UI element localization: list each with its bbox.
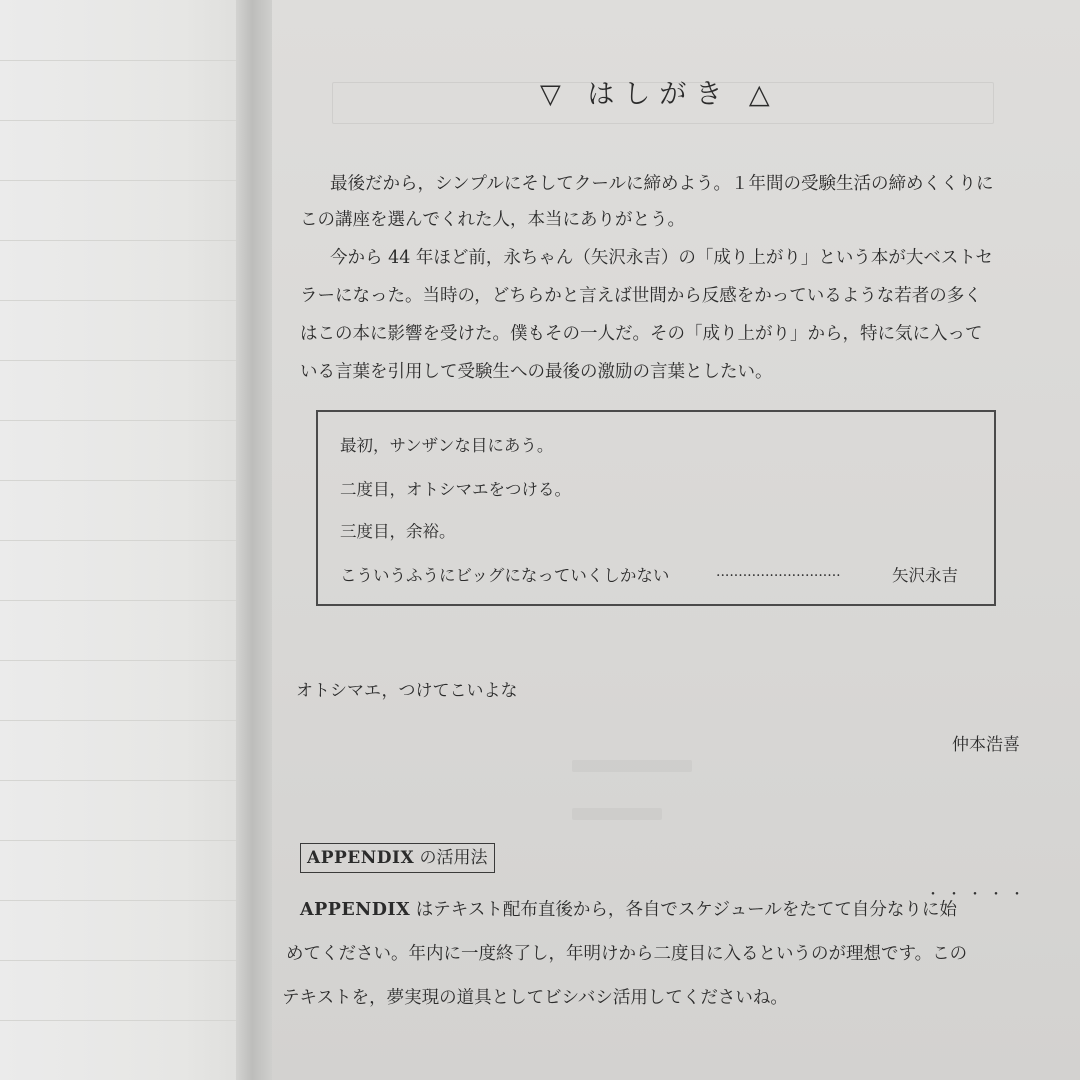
intro-line: この講座を選んでくれた人，本当にありがとう。 (300, 210, 685, 230)
left-page (0, 0, 262, 1080)
ruled-line (0, 420, 240, 421)
ruled-line (0, 480, 240, 481)
ruled-line (0, 240, 240, 241)
ruled-line (0, 720, 240, 721)
ruled-line (0, 900, 240, 901)
quote-line: 最初，サンザンな目にあう。 (340, 436, 554, 455)
intro-line: はこの本に影響を受けた。僕もその一人だ。その「成り上がり」から，特に気に入って (300, 324, 983, 344)
quote-line: 三度目，余裕。 (340, 522, 456, 541)
ruled-line (0, 180, 240, 181)
ruled-line (0, 1020, 240, 1021)
quote-line: 二度目，オトシマエをつける。 (340, 480, 571, 499)
intro-line: いる言葉を引用して受験生への最後の激励の言葉としたい。 (300, 362, 773, 382)
author-signature: 仲本浩喜 (952, 735, 1020, 755)
quote-line: こういうふうにビッグになっていくしかない (340, 566, 670, 585)
closing-line: オトシマエ，つけてこいよな (296, 681, 518, 701)
appendix-heading (300, 843, 495, 873)
emphasis-marks: ・・・・・ (926, 887, 1031, 903)
bleed-through-text (572, 760, 692, 772)
ruled-line (0, 120, 240, 121)
ruled-line (0, 60, 240, 61)
appendix-line: めてください。年内に一度終了し，年明けから二度目に入るというのが理想です。この (286, 944, 968, 964)
ruled-line (0, 360, 240, 361)
appendix-heading-keyword: APPENDIX (307, 848, 415, 868)
appendix-keyword: APPENDIX (300, 900, 411, 920)
appendix-heading-rest: の活用法 (414, 848, 488, 868)
ruled-line (0, 600, 240, 601)
intro-line: 最後だから，シンプルにそしてクールに締めよう。１年間の受験生活の締めくくりに (330, 174, 994, 194)
appendix-line-rest: はテキスト配布直後から，各自でスケジュールをたてて自分なりに始 (410, 900, 957, 920)
appendix-line (300, 896, 1040, 921)
bleed-through-text (572, 808, 662, 820)
page-title: ▽ はしがき △ (540, 79, 779, 110)
quote-author: 矢沢永吉 (892, 566, 958, 585)
book-gutter (236, 0, 272, 1080)
intro-line: ラーになった。当時の，どちらかと言えば世間から反感をかっているような若者の多く (300, 286, 982, 306)
ruled-line (0, 960, 240, 961)
ruled-line (0, 840, 240, 841)
intro-line: 今から 44 年ほど前，永ちゃん（矢沢永吉）の「成り上がり」という本が大ベストセ (330, 248, 993, 268)
ruled-line (0, 540, 240, 541)
appendix-line: テキストを，夢実現の道具としてビシバシ活用してくださいね。 (282, 988, 788, 1008)
ruled-line (0, 780, 240, 781)
quote-leader: ............................ (716, 564, 841, 580)
ruled-line (0, 300, 240, 301)
ruled-line (0, 660, 240, 661)
